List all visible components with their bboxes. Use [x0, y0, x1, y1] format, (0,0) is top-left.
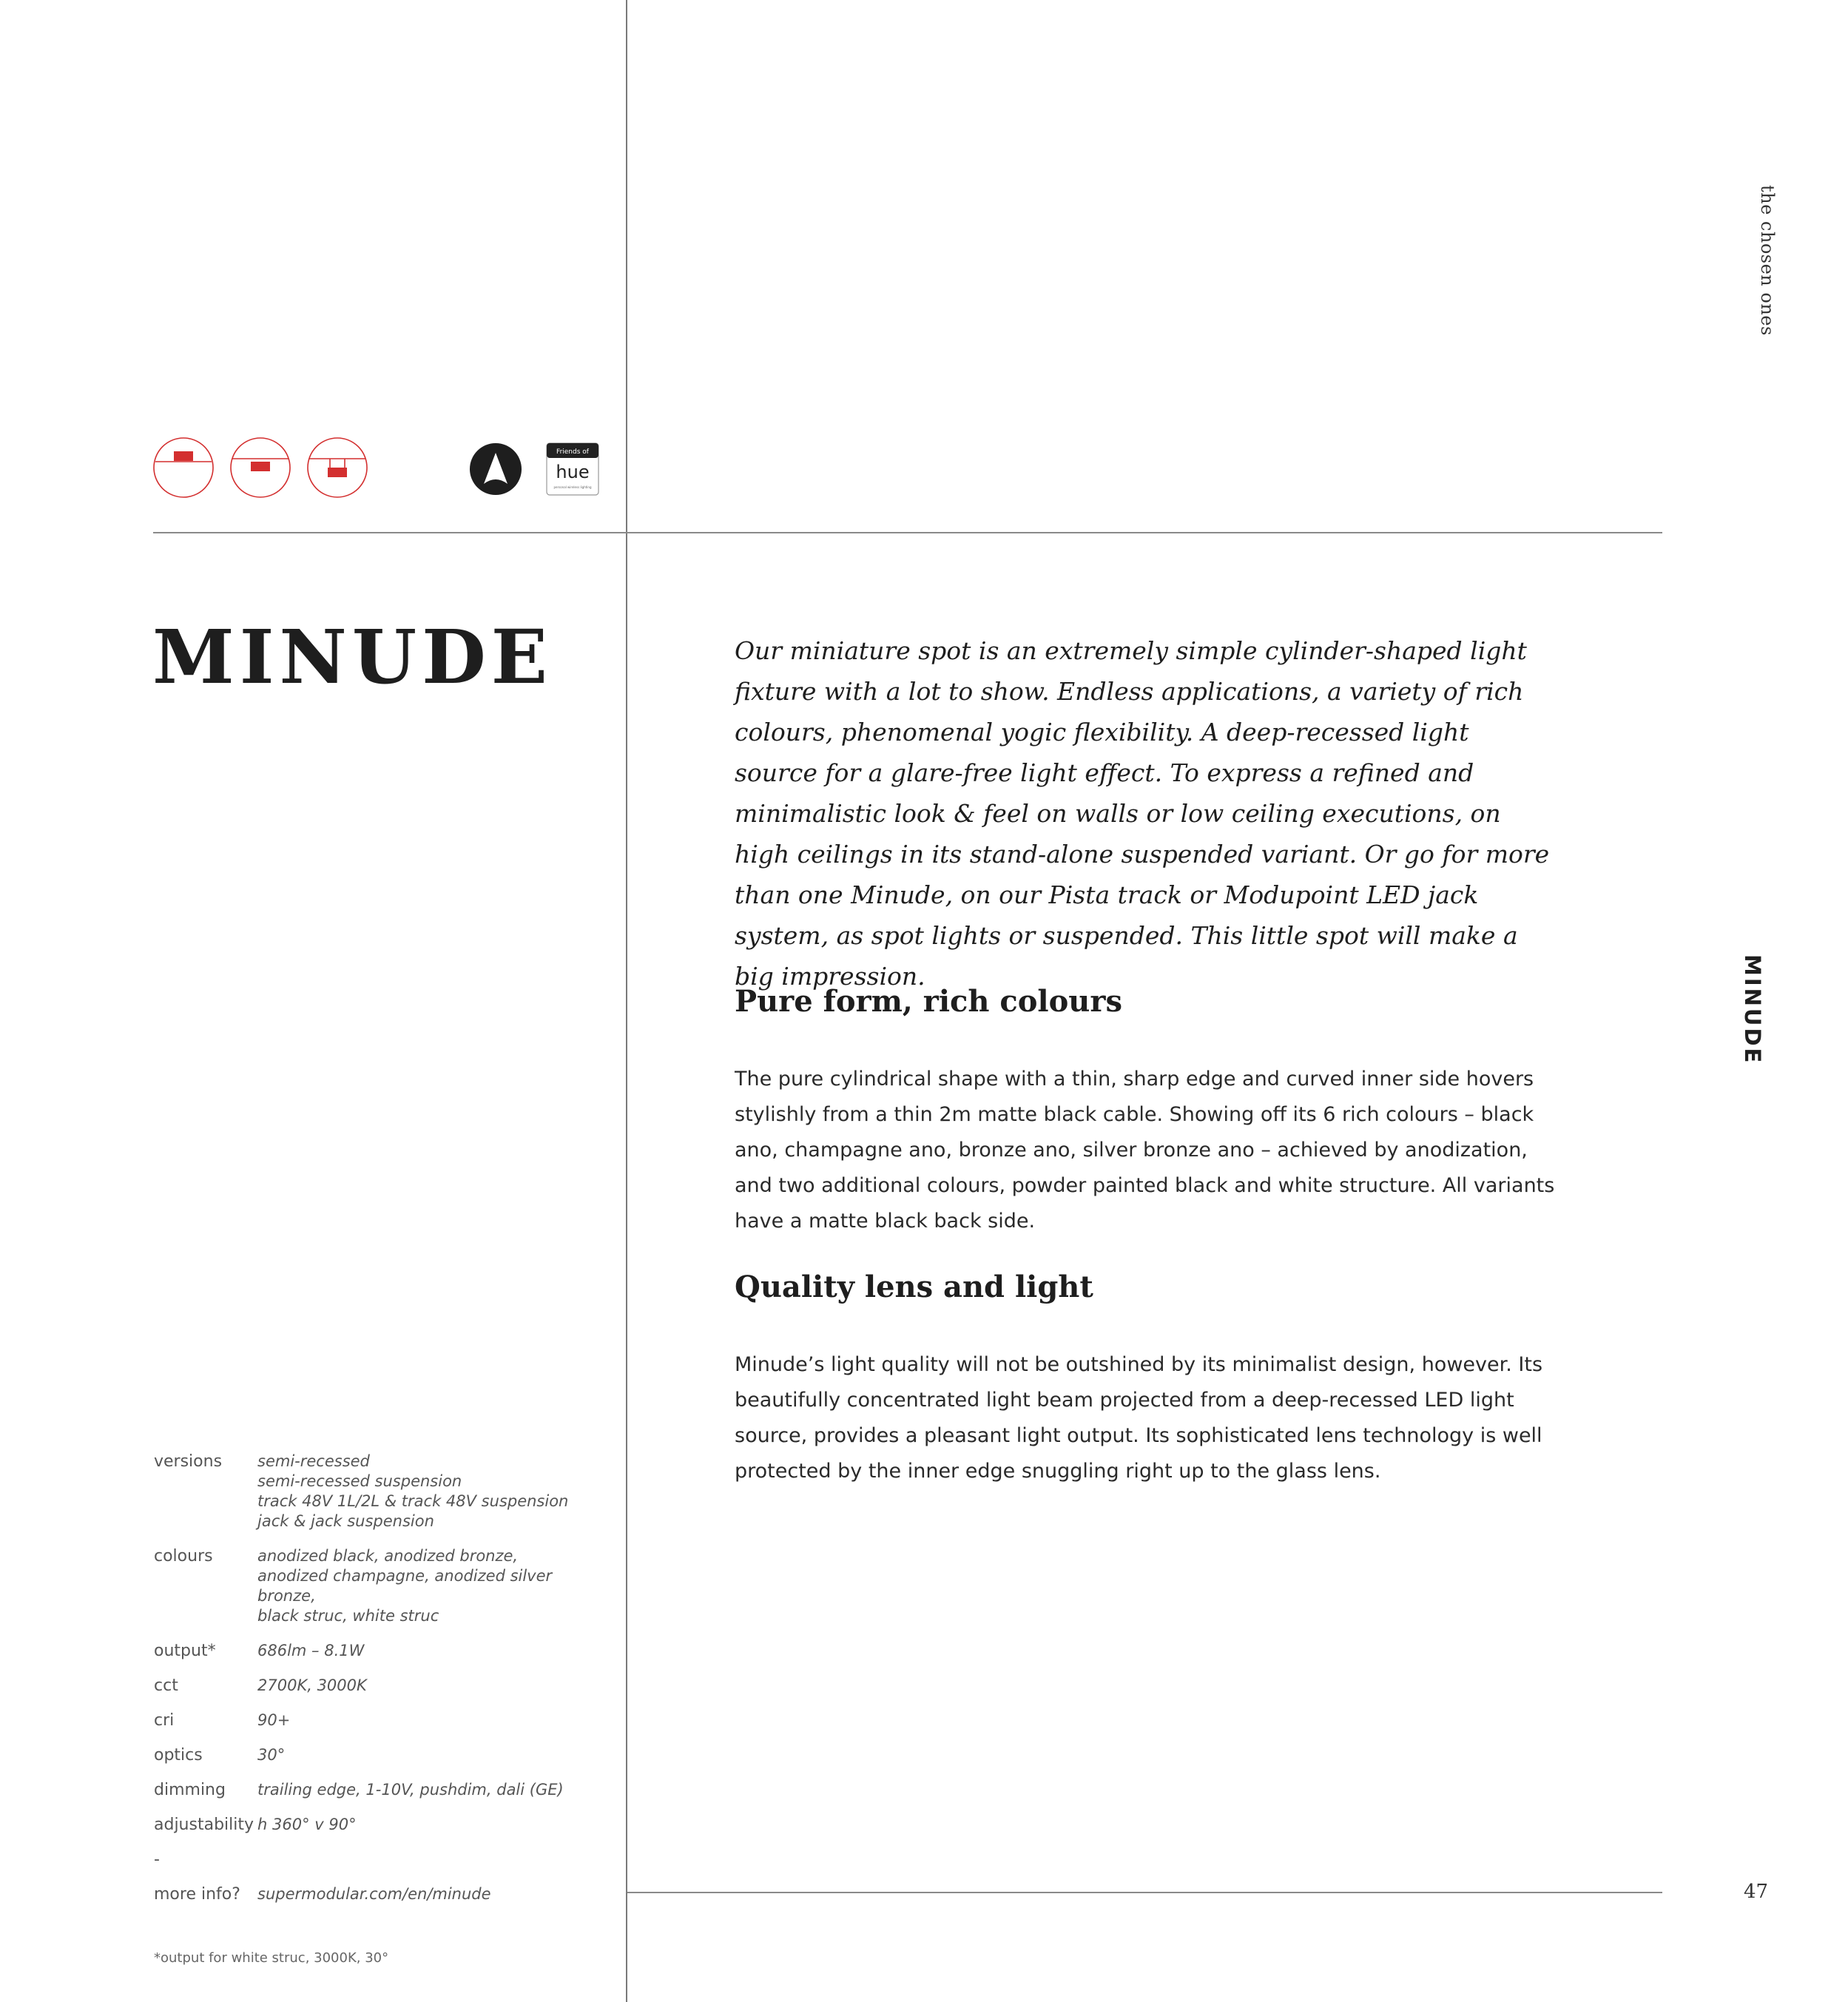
spec-row-colours	[154, 1546, 613, 1626]
recessed-icon	[306, 437, 368, 499]
spec-row-versions	[154, 1452, 613, 1531]
section-heading-quality: Quality lens and light	[735, 1270, 1093, 1304]
spec-key: -	[154, 1850, 160, 1869]
spec-value: anodized black, anodized bronze, anodized champagne, anodized silver bronze, black struc, white struc	[257, 1547, 553, 1625]
spec-value: 686lm – 8.1W	[257, 1642, 365, 1659]
spec-value: h 360° v 90°	[257, 1816, 357, 1833]
section-tag: the chosen ones	[1757, 185, 1778, 336]
spec-row-output	[154, 1641, 613, 1661]
spec-key: more info?	[154, 1885, 240, 1904]
spec-row-cct	[154, 1676, 613, 1696]
semi-recessed-icon	[229, 437, 291, 499]
spec-value: 90+	[257, 1711, 291, 1729]
section-heading-pure-form: Pure form, rich colours	[735, 984, 1122, 1019]
spec-key: colours	[154, 1547, 213, 1565]
spec-value: trailing edge, 1-10V, pushdim, dali (GE)	[257, 1781, 564, 1799]
surface-mount-icon	[152, 437, 215, 499]
friends-of-hue-logo-icon	[546, 442, 599, 496]
footnote: *output for white struc, 3000K, 30°	[154, 1950, 389, 1966]
spec-key: adjustability	[154, 1816, 254, 1834]
spec-row-optics	[154, 1745, 613, 1765]
page-number: 47	[1744, 1881, 1769, 1903]
more-info-link[interactable]: supermodular.com/en/minude	[257, 1885, 491, 1903]
spec-row-separator	[154, 1850, 613, 1870]
spec-key: cct	[154, 1676, 178, 1695]
spec-row-adjustability	[154, 1815, 613, 1835]
spec-row-dimming	[154, 1780, 613, 1800]
intro-paragraph: Our miniature spot is an extremely simple cylinder-shaped light fixture with a lot to show. Endless applications, a variety of rich colours, phenomenal yogic flexibility. A deep-recessed light source for a glare-free light effect. To express a refined and minimalistic look & feel on walls or low ceiling executions, on high ceilings in its stand-alone suspended variant. Or go for more than one Minude, on our Pista track or Modupoint LED jack system, as spot lights or suspended. This little spot will make a big impression.	[735, 636, 1550, 991]
section-body-quality: Minude’s light quality will not be outshined by its minimalist design, however. Its beautifully concentrated light beam projected from a deep-recessed LED light source, provides a pleasant light output. Its sophisticated lens technology is well protected by the inner edge snuggling right up to the glass lens.	[735, 1353, 1543, 1483]
spec-value: 2700K, 3000K	[257, 1676, 367, 1694]
spec-value: 30°	[257, 1746, 286, 1764]
spec-key: output*	[154, 1642, 216, 1660]
svg-text:personal wireless lighting: personal wireless lighting	[553, 485, 592, 489]
svg-text:hue: hue	[556, 462, 590, 482]
spec-row-more-info	[154, 1884, 613, 1904]
spec-key: optics	[154, 1746, 203, 1765]
product-title: MINUDE	[152, 613, 553, 701]
vertical-divider	[626, 0, 627, 2002]
spec-key: cri	[154, 1711, 175, 1730]
spec-row-cri	[154, 1711, 613, 1730]
top-horizontal-divider	[153, 532, 1662, 533]
spec-key: dimming	[154, 1781, 226, 1799]
side-product-title: MINUDE	[1740, 954, 1765, 1065]
spec-key: versions	[154, 1452, 223, 1471]
section-body-pure-form: The pure cylindrical shape with a thin, sharp edge and curved inner side hovers stylishly from a thin 2m matte black cable. Showing off its 6 rich colours – black ano, champagne ano, bronze ano, silver bronze ano – achieved by anodization, and two additional colours, powder painted black and white structure. All variants have a matte black back side.	[735, 1068, 1555, 1233]
brand-a-logo-icon	[469, 442, 522, 496]
bottom-horizontal-divider	[627, 1892, 1662, 1893]
spec-table	[154, 1452, 613, 1919]
spec-value: semi-recessed semi-recessed suspension track 48V 1L/2L & track 48V suspension jack & jack suspension	[257, 1452, 569, 1530]
svg-text:Friends of: Friends of	[556, 448, 589, 456]
